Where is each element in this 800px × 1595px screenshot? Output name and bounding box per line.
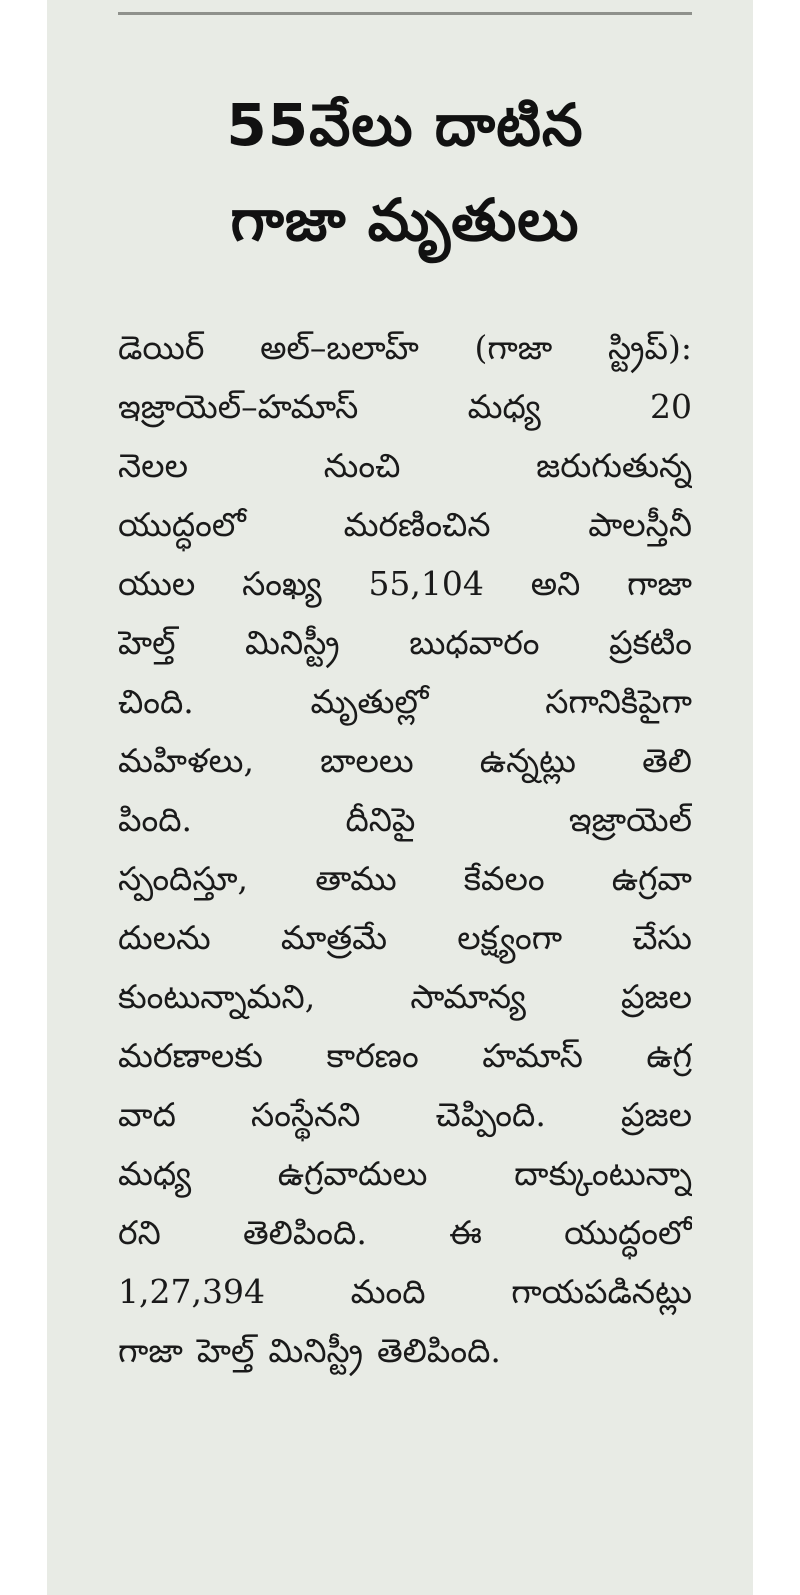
article-line [118, 554, 692, 613]
article-line [118, 318, 692, 377]
article-word: మధ్య [467, 387, 541, 426]
headline-line-2: గాజా మృతులు [230, 186, 580, 254]
article-line [118, 908, 692, 967]
article-word: జరుగుతున్న [536, 446, 692, 485]
article-word: చేసు [632, 918, 692, 957]
article-word: కుంటున్నామని, [118, 977, 316, 1016]
headline-line-1: 55వేలు దాటిన [226, 91, 584, 159]
top-divider-rule [118, 12, 692, 15]
article-word: (గాజా [474, 328, 553, 367]
article-word: హెల్త్ [196, 1331, 255, 1370]
article-word: మంది [350, 1272, 426, 1311]
article-word: ఉన్నట్లు [479, 741, 576, 780]
article-word: ఇజ్రాయెల్–హమాస్ [118, 387, 359, 426]
article-word: యుద్ధంలో [118, 505, 246, 544]
article-word: మహిళలు, [118, 741, 254, 780]
article-word: డెయిర్ [118, 328, 205, 367]
article-word: అల్–బలాహ్ [260, 328, 419, 367]
article-word: యుల [118, 564, 196, 603]
article-line [118, 1321, 692, 1380]
article-word: ఇజ్రాయెల్ [568, 800, 692, 839]
article-line [118, 731, 692, 790]
article-word: నెలల [118, 446, 188, 485]
article-word: పింది. [118, 800, 192, 839]
article-word: ప్రజల [620, 1095, 692, 1134]
article-line [118, 377, 692, 436]
article-word: రని [118, 1213, 161, 1252]
article-word: దులను [118, 918, 211, 957]
article-line [118, 790, 692, 849]
article-line [118, 849, 692, 908]
article-word: స్పందిస్తూ, [118, 859, 249, 898]
article-word: మరణాలకు [118, 1036, 263, 1075]
article-word: తెలిపింది. [377, 1331, 501, 1370]
article-word: చింది. [118, 682, 194, 721]
article-line [118, 1085, 692, 1144]
article-word: తెలిపింది. [242, 1213, 367, 1252]
article-line [118, 1026, 692, 1085]
article-word: హమాస్ [482, 1036, 583, 1075]
article-word: మినిస్ట్రీ [245, 623, 340, 662]
article-word: అని [530, 564, 581, 603]
article-word: ఉగ్ర [646, 1036, 692, 1075]
article-line [118, 436, 692, 495]
article-word: 1,27,394 [118, 1272, 265, 1311]
article-word: సామాన్య [410, 977, 526, 1016]
article-word: సంఖ్య [242, 564, 322, 603]
article-word: మాత్రమే [280, 918, 388, 957]
article-word: మధ్య [118, 1154, 192, 1193]
article-word: గాజా [118, 1331, 183, 1370]
article-word: ఈ [449, 1213, 482, 1252]
article-word: 55,104 [368, 564, 484, 603]
article-word: స్ట్రిప్): [607, 328, 692, 367]
article-line [118, 967, 692, 1026]
article-word: ఉగ్రవాదులు [277, 1154, 428, 1193]
article-line [118, 1203, 692, 1262]
article-word: చెప్పింది. [435, 1095, 546, 1134]
article-word: మృతుల్లో [310, 682, 429, 721]
article-word: సగానికిపైగా [545, 682, 692, 721]
article-word: ప్రకటిం [609, 623, 692, 662]
article-word: మరణించిన [343, 505, 491, 544]
article-word: దాక్కుంటున్నా [514, 1154, 692, 1193]
article-word: లక్ష్యంగా [457, 918, 563, 957]
article-word: ప్రజల [621, 977, 692, 1016]
article-line [118, 1262, 692, 1321]
article-word: గాజా [627, 564, 692, 603]
article-word: దీనిపై [345, 800, 416, 839]
article-line [118, 672, 692, 731]
article-word: కేవలం [463, 859, 545, 898]
article-line [118, 495, 692, 554]
article-word: యుద్ధంలో [564, 1213, 692, 1252]
article-word: బుధవారం [409, 623, 540, 662]
article-word: తాము [315, 859, 397, 898]
article-headline [118, 78, 692, 268]
article-word: గాయపడినట్లు [511, 1272, 692, 1311]
article-word: కారణం [326, 1036, 419, 1075]
article-word: మినిస్ట్రీ [268, 1331, 364, 1370]
article-line [118, 613, 692, 672]
article-word: తెలి [642, 741, 692, 780]
article-line [118, 1144, 692, 1203]
article-word: హెల్త్ [118, 623, 176, 662]
article-word: 20 [649, 387, 692, 426]
article-word: నుంచి [323, 446, 401, 485]
article-word: సంస్థేనని [251, 1095, 361, 1134]
article-word: ఉగ్రవా [611, 859, 692, 898]
article-body [118, 318, 692, 1380]
article-word: బాలలు [320, 741, 414, 780]
article-word: వాద [118, 1095, 176, 1134]
article-word: పాలస్తీనీ [588, 505, 692, 544]
